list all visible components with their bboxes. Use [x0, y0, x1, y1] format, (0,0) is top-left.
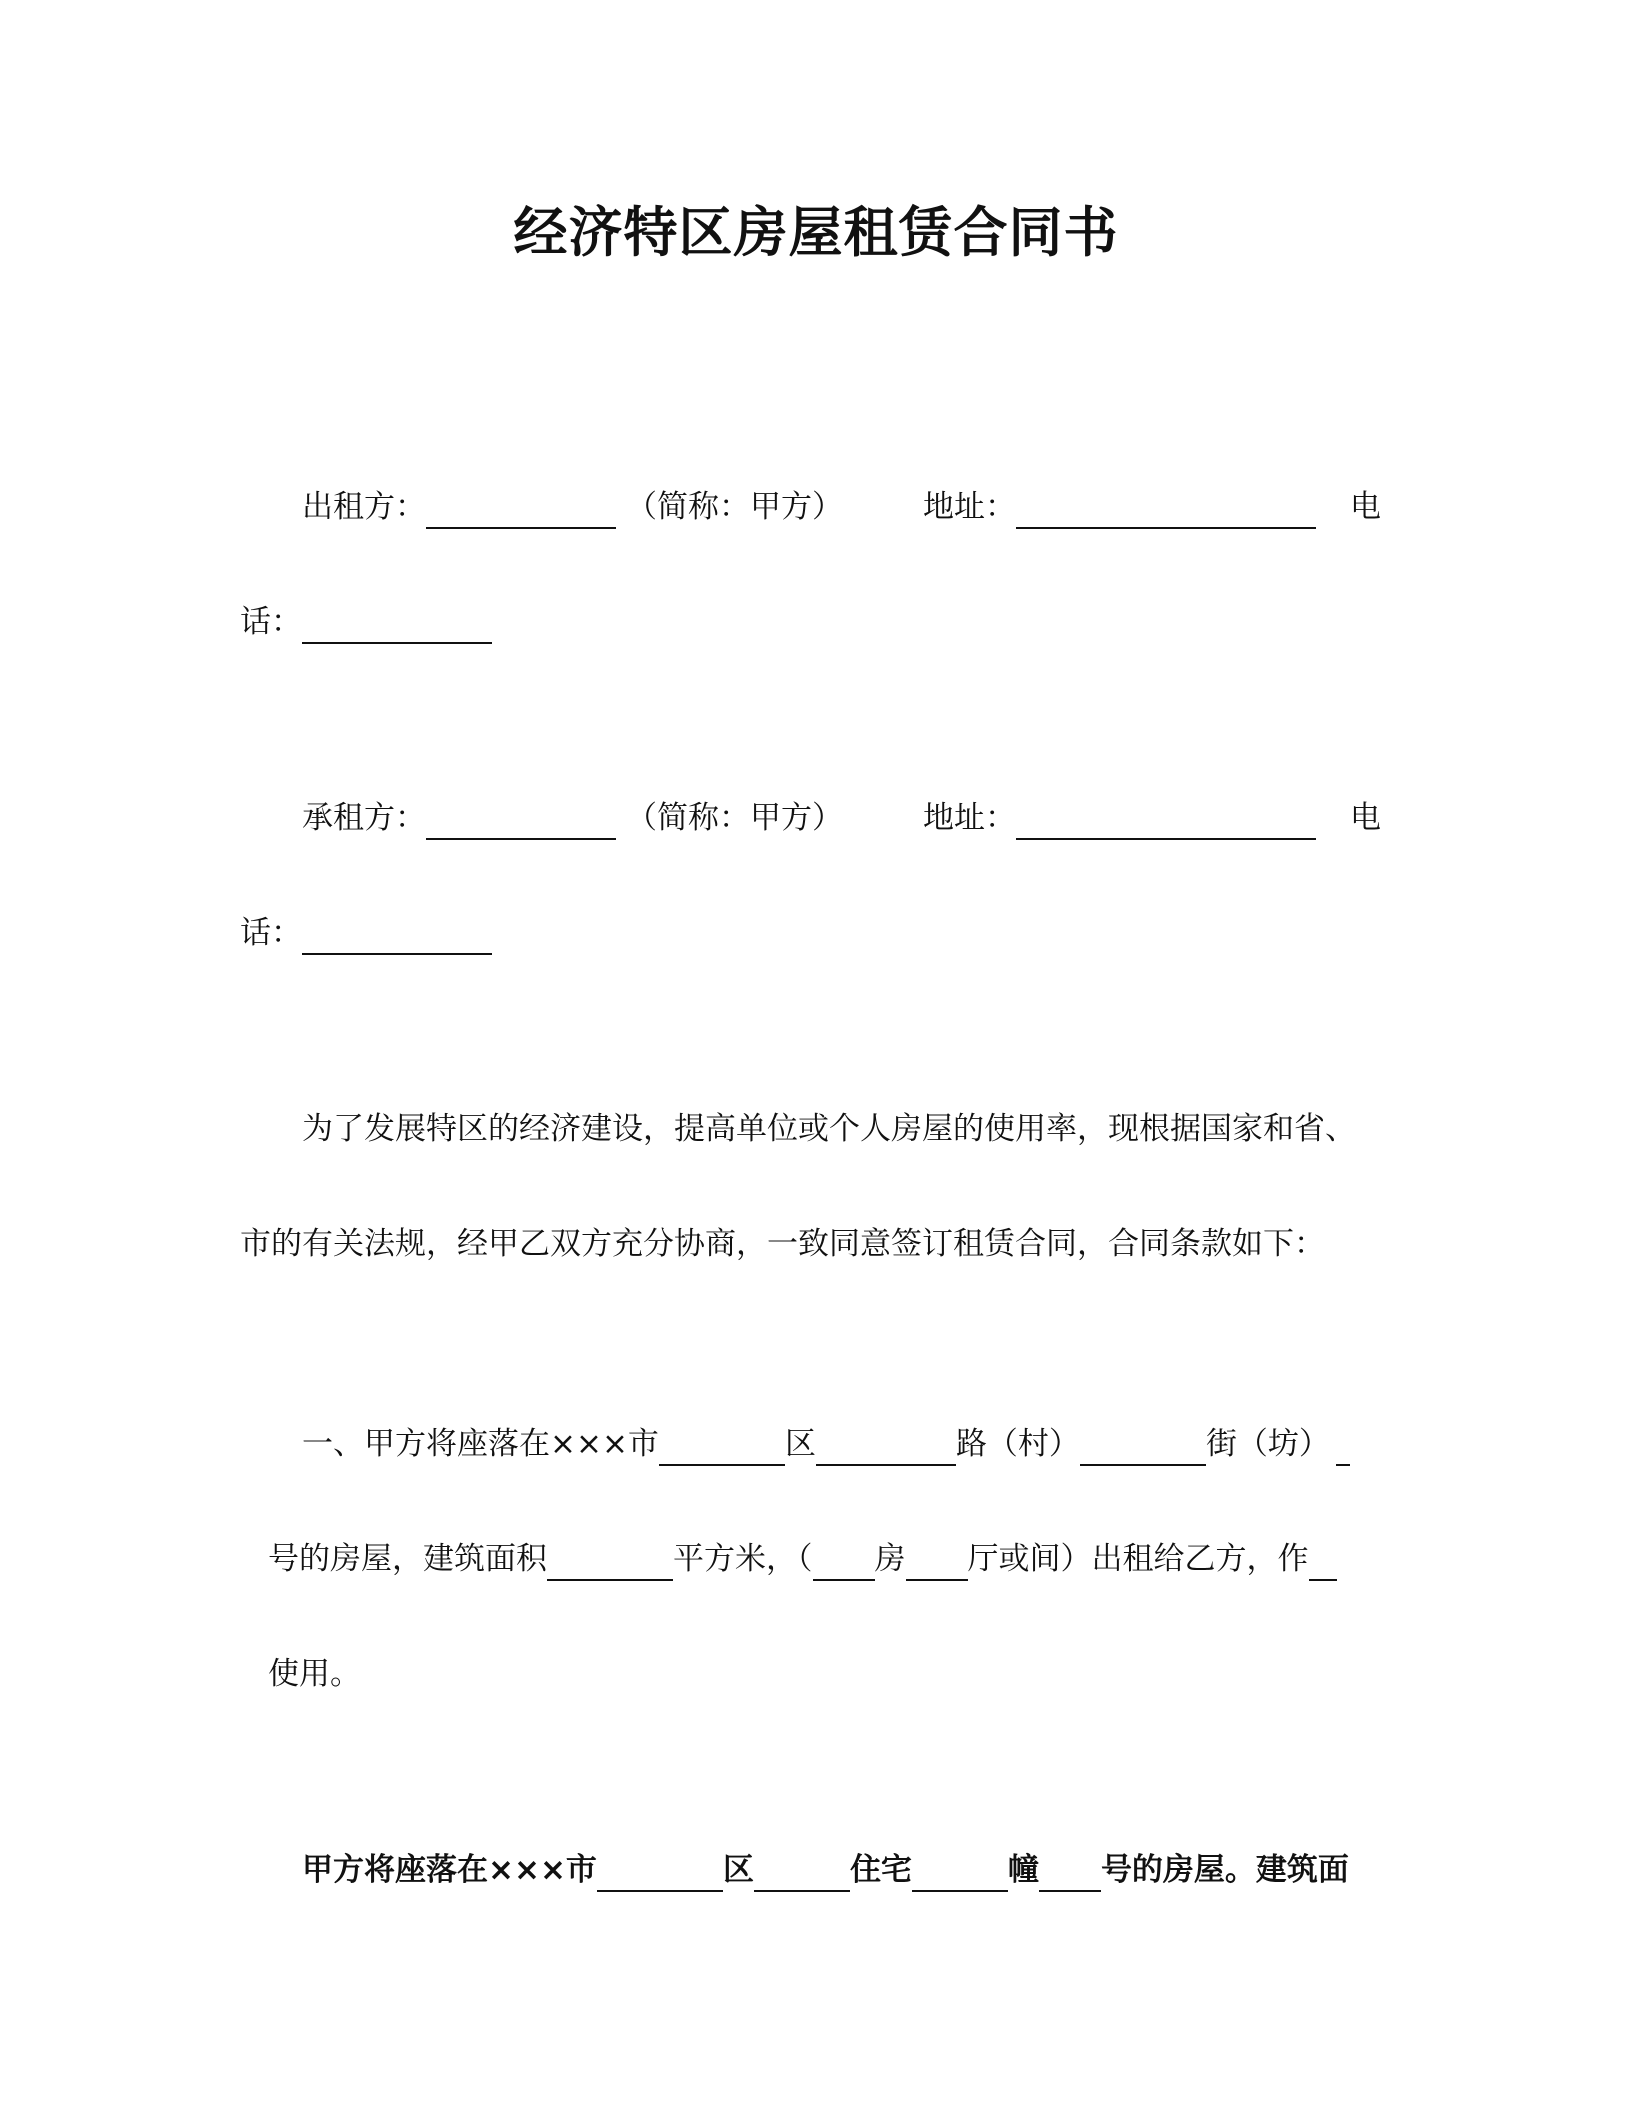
clause1-district-text: 区	[784, 1426, 816, 1462]
clause1-area-blank[interactable]	[547, 1541, 673, 1581]
lessor-phone-label: 话：	[240, 604, 302, 640]
lessee-label: 承租方：	[302, 800, 426, 836]
alt-district-blank[interactable]	[597, 1852, 723, 1892]
clause1-halls-blank[interactable]	[906, 1541, 968, 1581]
clause1-street-blank[interactable]	[1080, 1426, 1206, 1466]
lessor-phone-label-start: 电	[1350, 489, 1381, 525]
lessor-line	[302, 485, 1381, 529]
lessee-abbr: （简称：甲方）	[626, 800, 843, 836]
preamble-text-2: 市的有关法规，经甲乙双方充分协商，一致同意签订租赁合同，合同条款如下：	[240, 1226, 1325, 1262]
clause1-sqm-text: 平方米，（	[673, 1541, 813, 1577]
preamble-line-1	[302, 1107, 1356, 1151]
clause1-road-text: 路（村）	[955, 1426, 1080, 1462]
clause1-area-text: 号的房屋，建筑面积	[268, 1541, 547, 1577]
alt-building-text: 幢	[1007, 1852, 1039, 1888]
clause1-city-text: 一、甲方将座落在×××市	[302, 1426, 659, 1462]
lessee-address-blank[interactable]	[1016, 800, 1316, 840]
alt-number-blank[interactable]	[1039, 1852, 1101, 1892]
alt-building-blank[interactable]	[912, 1852, 1008, 1892]
lessee-address-label: 地址：	[923, 800, 1016, 836]
alt-district-text: 区	[722, 1852, 754, 1888]
clause1-line-1	[302, 1422, 1350, 1466]
alt-residence-blank[interactable]	[754, 1852, 850, 1892]
page-title: 经济特区房屋租赁合同书	[513, 201, 1119, 264]
lessor-abbr: （简称：甲方）	[626, 489, 843, 525]
lessee-phone-blank[interactable]	[302, 915, 492, 955]
alt-city-text: 甲方将座落在×××市	[302, 1852, 597, 1888]
lessee-line	[302, 796, 1381, 840]
alt-area-text: 号的房屋。建筑面	[1100, 1852, 1349, 1888]
lessor-phone-blank[interactable]	[302, 604, 492, 644]
clause1-number-blank[interactable]	[1336, 1426, 1350, 1466]
preamble-line-2	[240, 1222, 1325, 1266]
lessee-phone-label: 话：	[240, 915, 302, 951]
lessee-phone-line	[240, 911, 492, 955]
clause1-purpose-blank[interactable]	[1309, 1541, 1337, 1581]
lessor-phone-line	[240, 600, 492, 644]
lessor-address-blank[interactable]	[1016, 489, 1316, 529]
clause1-line-2	[268, 1537, 1337, 1581]
lessor-name-blank[interactable]	[426, 489, 616, 529]
lessor-address-label: 地址：	[923, 489, 1016, 525]
lessee-name-blank[interactable]	[426, 800, 616, 840]
lessee-phone-label-start: 电	[1350, 800, 1381, 836]
clause1-line-3	[268, 1652, 361, 1696]
alt-residence-text: 住宅	[849, 1852, 912, 1888]
clause1-district-blank[interactable]	[659, 1426, 785, 1466]
lessor-label: 出租方：	[302, 489, 426, 525]
clause1-lease-text: 厅或间）出租给乙方，作	[967, 1541, 1309, 1577]
clause1-use-text: 使用。	[268, 1656, 361, 1692]
clause1-rooms-blank[interactable]	[813, 1541, 875, 1581]
clause1-alt-line	[302, 1848, 1349, 1892]
clause1-street-text: 街（坊）	[1205, 1426, 1330, 1462]
clause1-rooms-text: 房	[874, 1541, 906, 1577]
preamble-text-1: 为了发展特区的经济建设，提高单位或个人房屋的使用率，现根据国家和省、	[302, 1111, 1356, 1147]
clause1-road-blank[interactable]	[816, 1426, 956, 1466]
